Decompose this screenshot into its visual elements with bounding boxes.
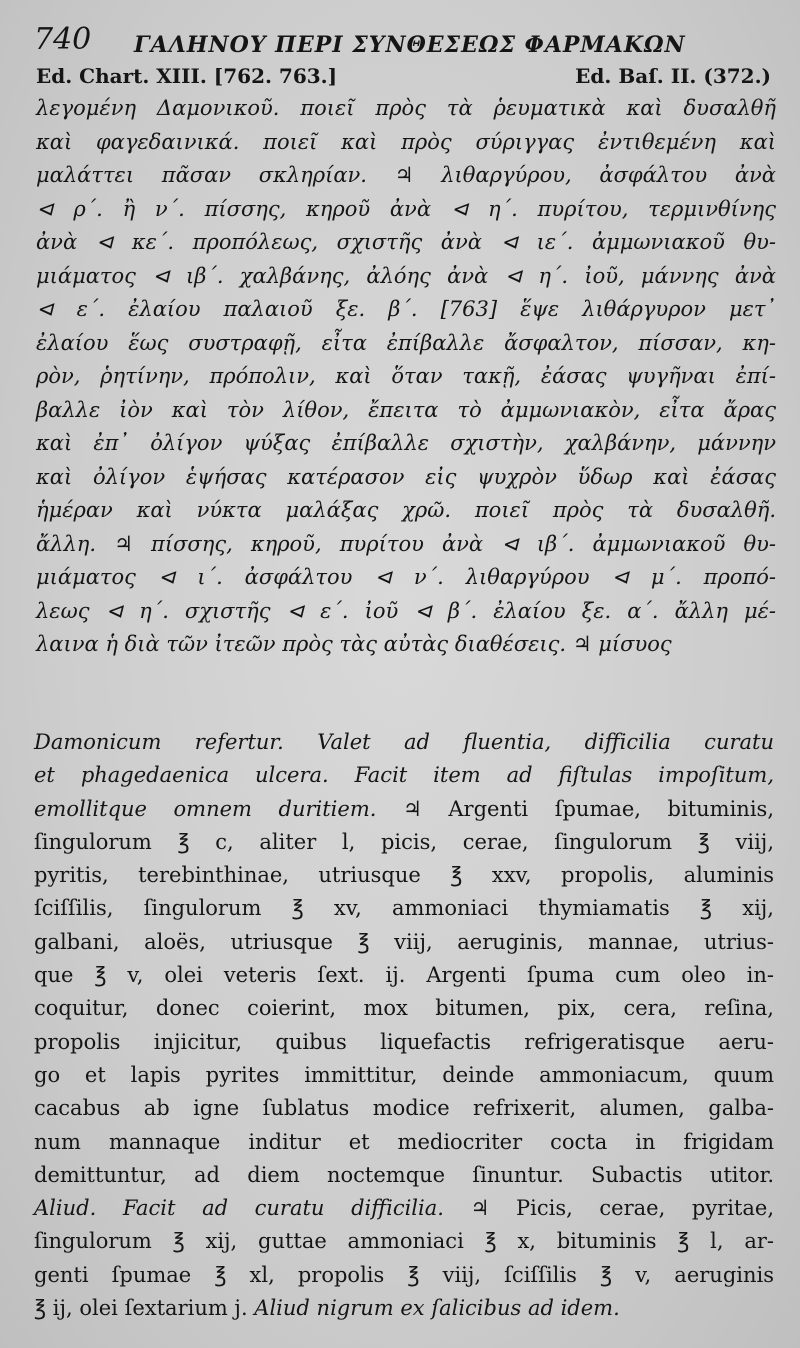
latin-line xyxy=(34,959,774,992)
page-header xyxy=(34,22,774,66)
latin-line xyxy=(34,859,774,892)
greek-line: ἀνὰ ⊲ κε΄. προπόλεως, σχιστῆς ἀνὰ ⊲ ιε΄. ἀμμωνιακοῦ θυ- xyxy=(36,230,776,254)
page-number: 740 xyxy=(34,22,92,57)
greek-line: μιάματος ⊲ ι΄. ἀσφάλτου ⊲ ν΄. λιθαργύρου ⊲ μ΄. προπό- xyxy=(36,565,776,589)
edition-line xyxy=(36,64,771,94)
latin-roman-run: ſingulorum ℥ xij, guttae ammoniaci ℥ x, bituminis ℥ l, ar- xyxy=(34,1229,774,1254)
greek-line: καὶ ἐπ᾽ ὀλίγον ψύξας ἐπίβαλλε σχιστὴν, χαλβάνην, μάννην xyxy=(36,431,776,455)
latin-line xyxy=(34,759,774,792)
latin-roman-run: demittuntur, ad diem noctemque ſinuntur. Subactis utitor. xyxy=(34,1162,774,1187)
latin-italic-run: Damonicum refertur. Valet ad fluentia, difficilia curatu xyxy=(34,730,774,754)
latin-roman-run: genti ſpumae ℥ xl, propolis ℥ viij, ſciſſilis ℥ v, aeruginis xyxy=(34,1262,774,1287)
latin-roman-run: galbani, aloës, utriusque ℥ viij, aeruginis, mannae, utrius- xyxy=(34,929,774,954)
latin-roman-run: coquitur, donec coierint, mox bitumen, pix, cera, reſina, xyxy=(34,996,774,1021)
edition-chartier: Ed. Chart. XIII. [762. 763.] xyxy=(36,64,338,88)
latin-italic-run: et phagedaenica ulcera. Facit item ad fiſtulas impoſitum, xyxy=(34,763,774,788)
greek-line: μιάματος ⊲ ιβ΄. χαλβάνης, ἀλόης ἀνὰ ⊲ η΄. ἰοῦ, μάννης ἀνὰ xyxy=(36,263,776,288)
running-title: ΓΑΛΗΝΟΥ ΠΕΡΙ ΣΥΝΘΕΣΕΩΣ ΦΑΡΜΑΚΩΝ xyxy=(134,32,686,58)
greek-line: λεως ⊲ η΄. σχιστῆς ⊲ ε΄. ἰοῦ ⊲ β΄. ἐλαίου ξε. α΄. ἄλλη μέ- xyxy=(36,598,776,623)
latin-roman-run: que ℥ v, olei veteris ſext. ij. Argenti ſpuma cum oleo in- xyxy=(34,963,774,988)
latin-text-block xyxy=(34,726,774,1325)
latin-line xyxy=(34,992,774,1025)
latin-roman-run: cacabus ab igne ſublatus modice refrixerit, alumen, galba- xyxy=(34,1096,774,1121)
greek-line: βαλλε ἰὸν καὶ τὸν λίθον, ἔπειτα τὸ ἀμμωνιακὸν, εἶτα ἄρας xyxy=(36,397,776,422)
latin-italic-run: Aliud. Facit ad curatu difficilia. xyxy=(34,1196,444,1221)
latin-line xyxy=(34,1026,774,1059)
latin-roman-run: num mannaque inditur et mediocriter cocta in frigidam xyxy=(34,1129,774,1154)
latin-roman-run: ♃ Picis, cerae, pyritae, xyxy=(443,1196,774,1221)
latin-line xyxy=(34,1192,774,1225)
latin-line xyxy=(34,1225,774,1258)
latin-line xyxy=(34,1126,774,1159)
greek-line: ⊲ ε΄. ἐλαίου παλαιοῦ ξε. β΄. [763] ἕψε λιθάργυρον μετ᾽ xyxy=(36,297,776,321)
latin-roman-run: ſciſſilis, ſingulorum ℥ xv, ammoniaci thymiamatis ℥ xij, xyxy=(34,896,774,921)
latin-roman-run: ſingulorum ℥ c, aliter l, picis, cerae, ſingulorum ℥ viij, xyxy=(34,829,774,854)
greek-line: ἐλαίου ἕως συστραφῇ, εἶτα ἐπίβαλλε ἄσφαλτον, πίσσαν, κη- xyxy=(36,330,776,355)
latin-line xyxy=(34,1059,774,1092)
edition-basel: Ed. Baſ. II. (372.) xyxy=(575,64,771,88)
greek-line: ⊲ ρ΄. ἢ ν΄. πίσσης, κηροῦ ἀνὰ ⊲ η΄. πυρίτου, τερμινθίνης xyxy=(36,196,776,221)
latin-roman-run: ℥ ij, olei ſextarium j. xyxy=(34,1296,255,1321)
latin-italic-run: Aliud nigrum ex ſalicibus ad idem. xyxy=(254,1296,620,1321)
latin-line xyxy=(34,926,774,959)
greek-line: λαινα ἡ διὰ τῶν ἰτεῶν πρὸς τὰς αὐτὰς διαθέσεις. ♃ μίσυος xyxy=(36,632,672,656)
latin-line xyxy=(34,1092,774,1125)
latin-line xyxy=(34,1259,774,1292)
greek-line: καὶ φαγεδαινικά. ποιεῖ καὶ πρὸς σύριγγας ἐντιθεμένη καὶ xyxy=(36,129,776,154)
latin-line xyxy=(34,1159,774,1192)
latin-line xyxy=(34,892,774,925)
latin-line xyxy=(34,793,774,826)
latin-line xyxy=(34,1292,774,1325)
latin-line xyxy=(34,826,774,859)
greek-line: ἄλλη. ♃ πίσσης, κηροῦ, πυρίτου ἀνὰ ⊲ ιβ΄. ἀμμωνιακοῦ θυ- xyxy=(36,531,776,556)
greek-line: ρὸν, ῥητίνην, πρόπολιν, καὶ ὅταν τακῇ, ἐάσας ψυγῆναι ἐπί- xyxy=(36,364,776,388)
latin-roman-run: go et lapis pyrites immittitur, deinde ammoniacum, quum xyxy=(34,1062,774,1087)
greek-line: λεγομένη Δαμονικοῦ. ποιεῖ πρὸς τὰ ῥευματικὰ καὶ δυσαλθῆ xyxy=(36,96,776,120)
latin-line xyxy=(34,726,774,759)
greek-text-block xyxy=(36,92,776,662)
greek-line: ἡμέραν καὶ νύκτα μαλάξας χρῶ. ποιεῖ πρὸς τὰ δυσαλθῆ. xyxy=(36,498,776,522)
greek-line: μαλάττει πᾶσαν σκληρίαν. ♃ λιθαργύρου, ἀσφάλτου ἀνὰ xyxy=(36,163,776,187)
latin-roman-run: ♃ Argenti ſpumae, bituminis, xyxy=(376,796,774,821)
greek-line: καὶ ὀλίγον ἑψήσας κατέρασον εἰς ψυχρὸν ὕδωρ καὶ ἐάσας xyxy=(36,464,776,489)
latin-italic-run: emollitque omnem duritiem. xyxy=(34,796,377,821)
latin-roman-run: propolis injicitur, quibus liquefactis refrigeratisque aeru- xyxy=(34,1029,774,1054)
latin-roman-run: pyritis, terebinthinae, utriusque ℥ xxv, propolis, aluminis xyxy=(34,863,774,888)
